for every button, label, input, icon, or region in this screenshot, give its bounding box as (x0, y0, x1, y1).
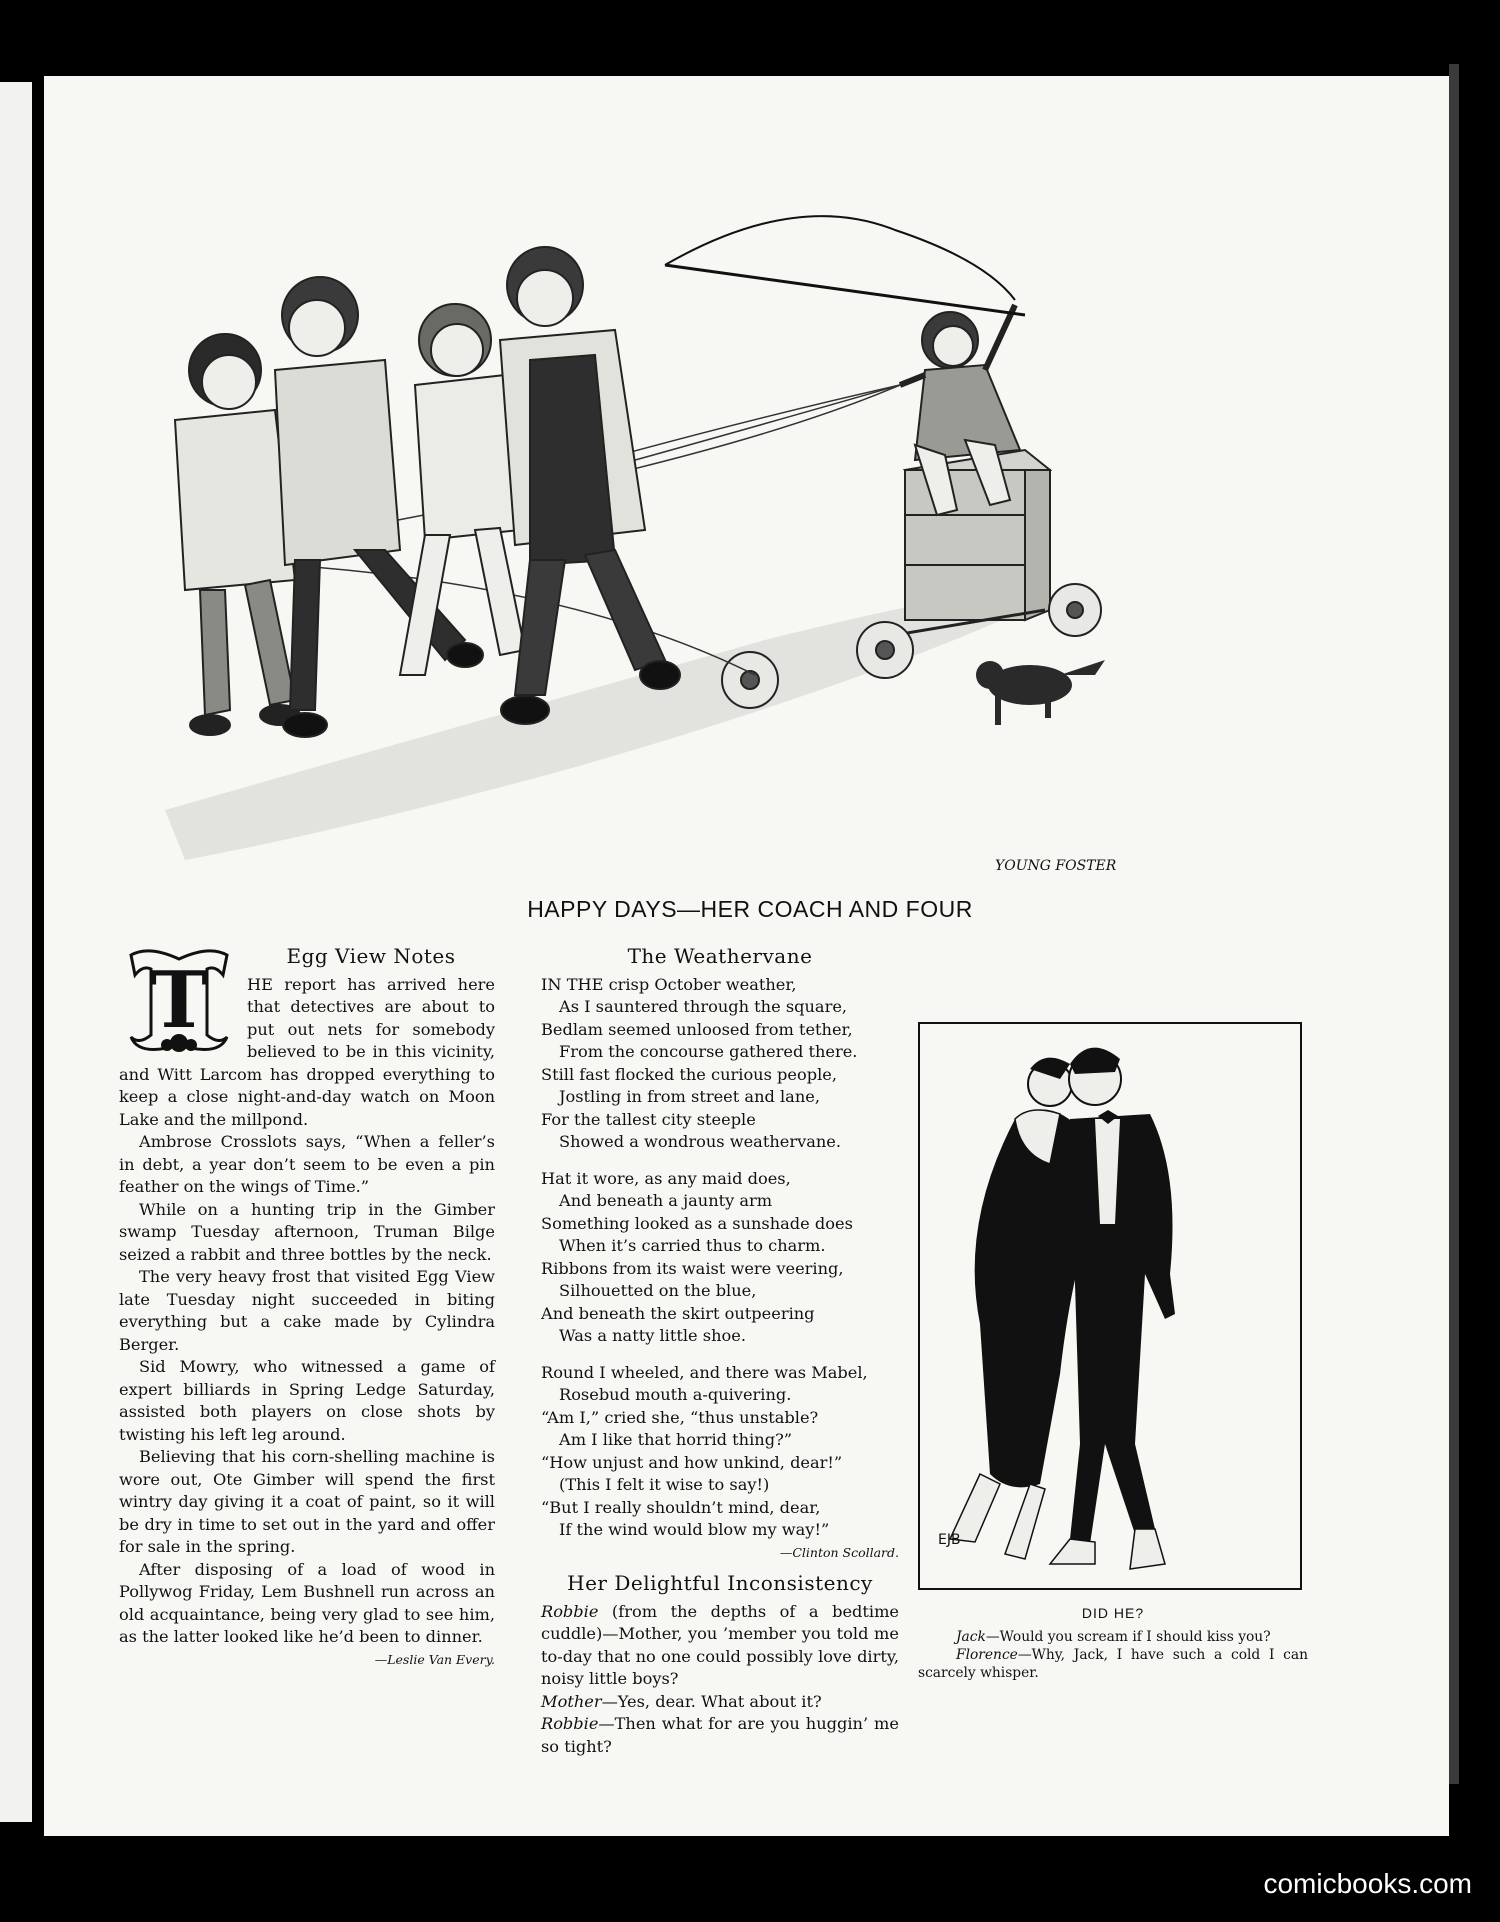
scan-right-page-edge (1449, 64, 1459, 1784)
poem-line: Ribbons from its waist were veering, (541, 1258, 844, 1278)
dialogue-line (541, 1601, 899, 1691)
speaker-name: Robbie (541, 1714, 599, 1733)
poem-line: And beneath a jaunty arm (559, 1191, 773, 1210)
poem-line: Bedlam seemed unloosed from tether, (541, 1019, 853, 1039)
poem-title: The Weathervane (627, 944, 813, 968)
woman-figure (950, 1058, 1090, 1559)
poem-line: Showed a wondrous weathervane. (559, 1132, 842, 1151)
section-title: Egg View Notes (286, 944, 456, 968)
poem-line: If the wind would blow my way!” (559, 1520, 830, 1539)
poem-line: (This I felt it wise to say!) (559, 1475, 770, 1494)
dialogue-line (541, 1713, 899, 1758)
paragraph: After disposing of a load of wood in Pollywog Friday, Lem Bushnell run across an old acquaintance, being very glad to see him, as the latter looked like he’d been to dinner. (119, 1559, 495, 1646)
poem-line: And beneath the skirt outpeering (541, 1303, 815, 1323)
paragraph: While on a hunting trip in the Gimber swamp Tuesday afternoon, Truman Bilge seized a rabbit and three bottles by the neck. (119, 1199, 495, 1264)
dog (976, 660, 1105, 725)
poem-line: Hat it wore, as any maid does, (541, 1168, 791, 1188)
dialogue-text: (from the depths of a bedtime cuddle)—Mother, you ’member you told me to-day that no one could possibly love dirty, noisy little boys? (541, 1601, 899, 1688)
poem-line: Round I wheeled, and there was Mabel, (541, 1362, 868, 1382)
did-he-cartoon-frame (918, 1022, 1302, 1590)
dialogue-line (541, 1691, 899, 1714)
poem-line: “Am I,” cried she, “thus unstable? (541, 1407, 819, 1427)
coach-and-four-illustration (145, 170, 1235, 870)
poem-line: Rosebud mouth a-quivering. (559, 1385, 792, 1404)
artist-signature: YOUNG FOSTER (995, 858, 1117, 870)
poem-stanza (541, 1168, 899, 1348)
weathervane-column (541, 945, 899, 1758)
poem-signature: —Clinton Scollard. (779, 1544, 899, 1560)
poem-line: From the concourse gathered there. (559, 1042, 858, 1061)
poem-line: As I sauntered through the square, (559, 997, 848, 1016)
scan-left-page-edge (0, 82, 32, 1822)
boy-4 (500, 247, 680, 724)
poem-line: Was a natty little shoe. (559, 1326, 746, 1345)
did-he-caption (918, 1604, 1308, 1682)
poem-line: IN THE crisp October weather, (541, 974, 797, 994)
dialogue-text: —Would you scream if I should kiss you? (985, 1629, 1271, 1645)
paragraph: HE report has arrived here that detectives are about to put out nets for somebody believed to be in this vicinity, and Witt Larcom has dropped everything to keep a close night-and-day watch on Moon Lake and the millpond. (119, 974, 495, 1129)
speaker-name: Florence (956, 1647, 1018, 1663)
dialogue-text: —Then what for are you huggin’ me so tight? (541, 1714, 899, 1756)
paragraph: Ambrose Crosslots says, “When a feller’s in debt, a year don’t seem to be even a pin feather on the wings of Time.” (119, 1132, 495, 1196)
paragraph: Sid Mowry, who witnessed a game of expert billiards in Spring Ledge Saturday, assisted both players on close shots by twisting his left leg around. (119, 1357, 495, 1444)
author-signature: —Leslie Van Every. (374, 1651, 495, 1667)
paragraph: The very heavy frost that visited Egg View late Tuesday night succeeded in biting everything but a cake made by Cylindra Berger. (119, 1267, 495, 1354)
speaker-name: Jack (956, 1629, 986, 1645)
speaker-name: Robbie (541, 1601, 599, 1621)
poem-stanza (541, 1362, 899, 1542)
poem-line: Am I like that horrid thing?” (559, 1430, 793, 1449)
poem-stanza (541, 974, 899, 1154)
speaker-name: Mother (541, 1691, 602, 1711)
dancing-couple-drawing (920, 1024, 1300, 1588)
dropcap-letter: T (149, 955, 209, 1046)
cartoon-artist-signature: EJB (938, 1532, 961, 1548)
poem-line: Something looked as a sunshade does (541, 1213, 853, 1233)
poem-line: For the tallest city steeple (541, 1109, 756, 1129)
illustration-caption: HAPPY DAYS—HER COACH AND FOUR (527, 896, 973, 922)
section-title: Her Delightful Inconsistency (567, 1571, 873, 1595)
dialogue-text: —Why, Jack, I have such a cold I can scarcely whisper. (918, 1647, 1308, 1681)
dialogue-text: —Yes, dear. What about it? (601, 1691, 822, 1711)
poem-line: Still fast flocked the curious people, (541, 1064, 838, 1084)
site-watermark: comicbooks.com (1263, 1868, 1472, 1899)
dialogue-line (918, 1646, 1308, 1682)
poem-line: “But I really shouldn’t mind, dear, (541, 1497, 821, 1517)
poem-line: “How unjust and how unkind, dear!” (541, 1452, 843, 1472)
ornamental-dropcap (119, 945, 239, 1060)
poem-line: When it’s carried thus to charm. (559, 1236, 826, 1255)
poem-line: Silhouetted on the blue, (559, 1281, 757, 1300)
dialogue-line (918, 1628, 1308, 1646)
cartoon-title: DID HE? (1081, 1605, 1145, 1621)
poem-line: Jostling in from street and lane, (559, 1087, 820, 1106)
egg-view-notes-column (119, 945, 495, 1671)
paragraph: Believing that his corn-shelling machine is wore out, Ote Gimber will spend the first wintry day giving it a coat of paint, so it will be dry in time to set out in the yard and offer for sale in the spring. (119, 1447, 495, 1556)
